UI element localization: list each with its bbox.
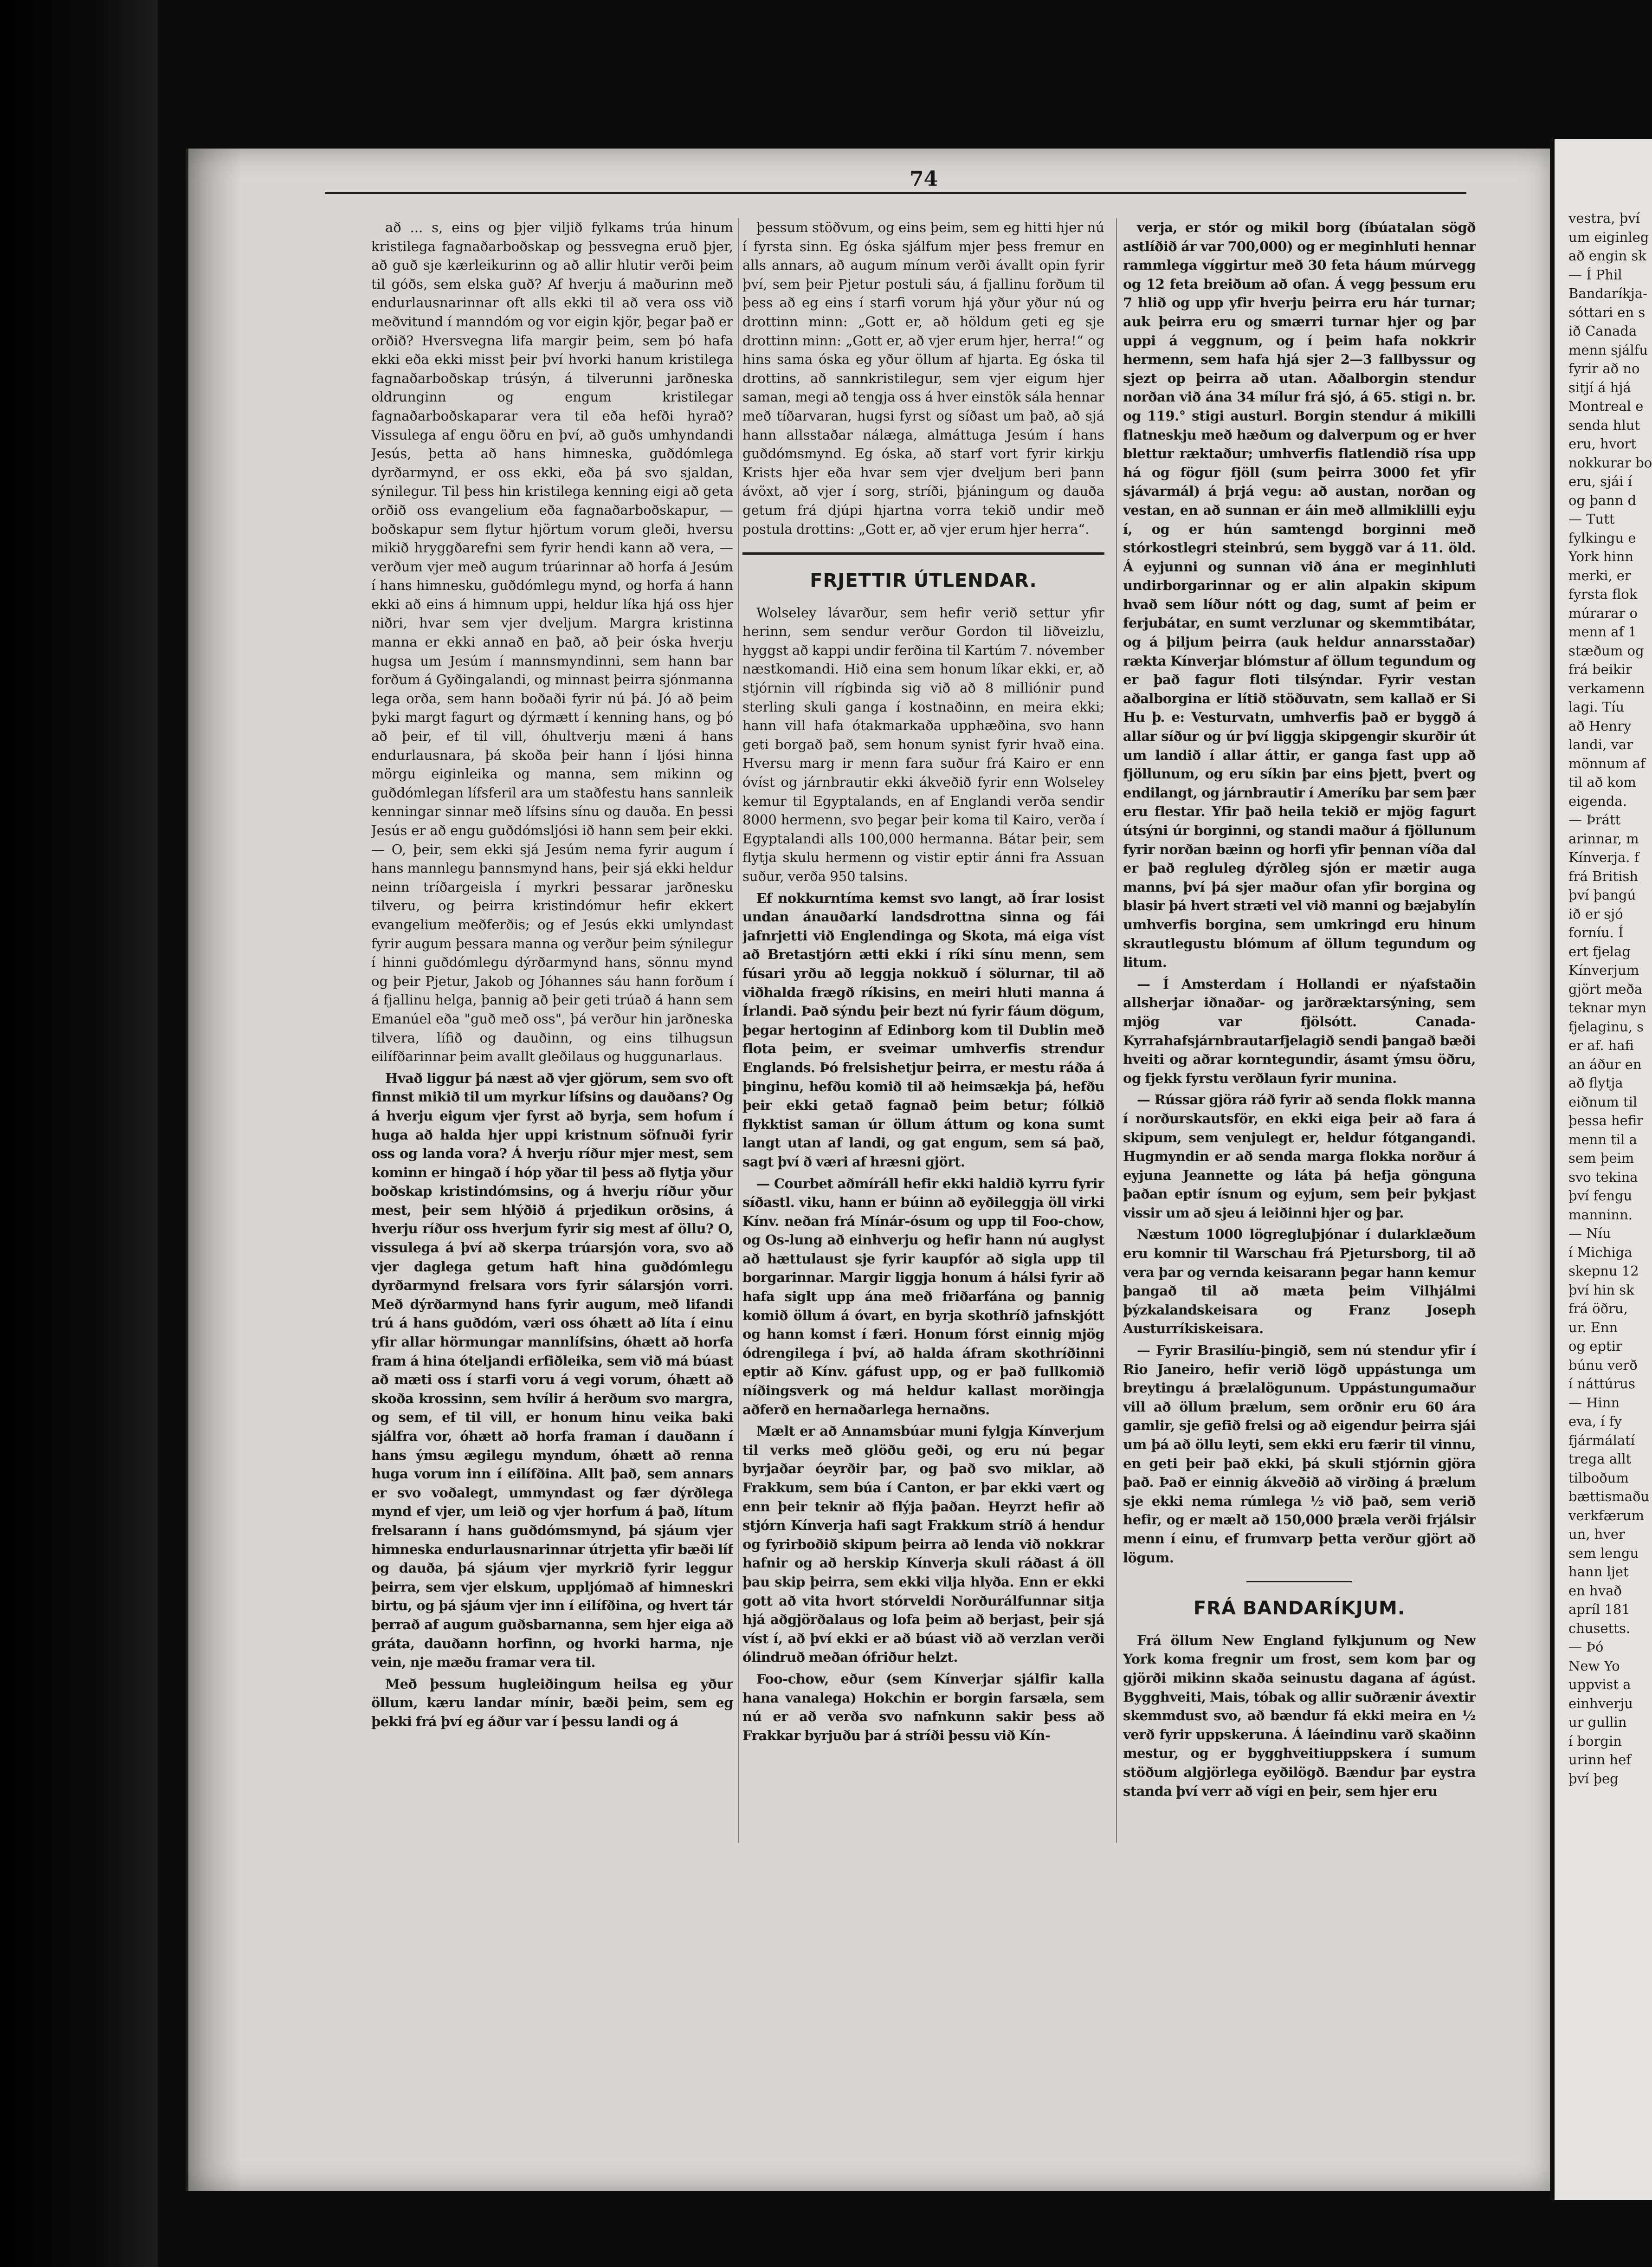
adjacent-page-line: tilboðum xyxy=(1568,1470,1629,1486)
adjacent-page-line: menn til a xyxy=(1568,1131,1637,1147)
adjacent-page-line: stæðum og xyxy=(1568,642,1644,659)
adjacent-page-line: skepnu 12 xyxy=(1568,1263,1639,1279)
adjacent-page-line: sem þeim xyxy=(1568,1150,1634,1166)
adjacent-page-line: forníu. Í xyxy=(1568,925,1624,940)
adjacent-page-line: en hvað xyxy=(1568,1582,1622,1599)
adjacent-page-line: verkfærum xyxy=(1568,1507,1645,1523)
adjacent-page-line: í náttúrus xyxy=(1568,1376,1635,1392)
adjacent-page-line: frá beikir xyxy=(1568,661,1632,677)
page-number: 74 xyxy=(910,167,938,191)
adjacent-page-line: til að kom xyxy=(1568,774,1636,790)
adjacent-page-line: lagi. Tíu xyxy=(1568,699,1625,715)
column-news-continued xyxy=(1123,218,1476,1852)
adjacent-page-line: Kínverja. f xyxy=(1568,849,1639,865)
news-item: verja, er stór og mikil borg (íbúatalan sögð astlíðið ár var 700,000) og er meginhluti hennar rammlega víggirtur með 30 feta háum múrvegg og 12 feta breiðum að ofan. Á vegg þessum eru 7 hlið og upp yfir hverju þeirra eru hár turnar; auk þeirra eru og smærri turnar hjer og þar uppi á veggnum, og í þeim hafa nokkrir hermenn, sem hafa hjá sjer 2—3 fallbyssur og sjezt op þeirra að utan. Aðalborgin stendur norðan við ána 34 mílur frá sjó, á 65. stigi n. br. og 119.° stigi austurl. Borgin stendur á mikilli flatneskju með hæðum og dalverpum og er hver blettur ræktaður; umhverfis flatlendið rísa upp há og fögur fjöll (sum þeirra 3000 fet yfir sjávarmál) á þrjá vegu: að austan, norðan og vestan, en að sunnan er áin með allmiklilli eyju í, og er hún samtengd borginni með stórkostlegri steinbrú, sem byggð var á 11. öld. Á eyjunni og sunnan við ána er meginhluti undirborgarinnar og er alin alpakin skipum hvað sem líður nótt og dag, sumt af þeim er ferjubátar, en sumt verzlunar og skemmtibátar, og á þiljum þeirra (auk heldur annarsstaðar) rækta Kínverjar blómstur af öllum tegundum og er það fagur floti tilsýndar. Fyrir vestan aðalborgina er lítið stöðuvatn, sem kallað er Si Hu þ. e: Vesturvatn, umhverfis það er byggð á allar síður og úr því liggja skipgengir skurðir út um landið í allar áttir, er ganga fast upp að fjöllunum, og eru síkin þar eins þjett, þvert og endilangt, og járnbrautir í Ameríku þar sem þær eru flestar. Yfir það heila tekið er mjög fagurt útsýni úr borginni, og standi maður á fjöllunum fyrir norðan bæinn og horfi yfir þennan víða dal er það regluleg dýrðleg sjón er mætir auga manns, því þá sjer maður ofan yfir borgina og blasir þá hvert stræti vel við manni og bæjabylín umhverfis borgina, sem umkringd eru hinum skrautlegustu blómum af öllum tegundum og litum. xyxy=(1123,220,1476,971)
adjacent-page-line: ur gullin xyxy=(1568,1714,1627,1730)
adjacent-page-line: sem lengu xyxy=(1568,1545,1639,1561)
adjacent-page-line: un, hver xyxy=(1568,1526,1625,1542)
adjacent-page-line: eiðnum til xyxy=(1568,1094,1638,1110)
adjacent-page-line: bættismaðu xyxy=(1568,1489,1650,1504)
news-item: — Courbet aðmíráll hefir ekki haldið kyrru fyrir síðastl. viku, hann er búinn að eyðileggja öll virki Kínv. neðan frá Mínár-ósum og upp til Foo-chow, og Os-lung að einhverju og hefir hann nú auglyst að hættulaust sje fyrir kaupfór að sigla upp til borgarinnar. Margir liggja honum á hálsi fyrir að hafa siglt upp ána með friðarfána og þannig komið öllum á óvart, en byrja skothríð jafnskjótt og hann komst í færi. Honum fórst einnig mjög ódrengilega í því, að halda áfram skothríðinni eptir að Kínv. gáfust upp, og er það fullkomið níðingsverk og má heldur kallast morðingja aðferð en hernaðarlega hernaðns. xyxy=(742,1175,1104,1418)
adjacent-page-line: eru, hvort xyxy=(1568,436,1637,452)
adjacent-page-line: múrarar o xyxy=(1568,605,1638,621)
adjacent-page-line: mönnum af xyxy=(1568,755,1646,771)
adjacent-page-line: York hinn xyxy=(1568,549,1634,564)
adjacent-page-line: menn sjálfu xyxy=(1568,342,1648,358)
adjacent-page-line: verkamenn xyxy=(1568,680,1645,696)
adjacent-page-line: og þann d xyxy=(1568,492,1637,508)
adjacent-page-line: búnu verð xyxy=(1568,1357,1638,1373)
column-divider xyxy=(738,218,739,1843)
adjacent-page-line: ið er sjó xyxy=(1568,906,1623,922)
adjacent-page-column xyxy=(1568,209,1652,2066)
section-heading-usa: FRÁ BANDARÍKJUM. xyxy=(1193,1598,1406,1619)
adjacent-page-line: ert fjelag xyxy=(1568,943,1631,959)
adjacent-page-line: nokkurar bo xyxy=(1568,454,1652,471)
adjacent-page-line: einhverju xyxy=(1568,1695,1633,1711)
section-heading-foreign-news: FRJETTIR ÚTLENDAR. xyxy=(810,570,1037,592)
news-item: Næstum 1000 lögregluþjónar í dularklæðum eru komnir til Warschau frá Pjetursborg, til að vera þar og vernda keisarann þegar hann kemur þangað til að mæta þeim Vilhjálmi þýzkalandskeisara og Franz Joseph Austurríkiskeisara. xyxy=(1123,1226,1476,1337)
news-item: — Fyrir Brasilíu-þingið, sem nú stendur yfir í Rio Janeiro, hefir verið lögð uppástunga um breytingu á þrælalögunum. Uppástungumaður vill að öllum þrælum, sem orðnir eru 60 ára gamlir, sje gefið frelsi og að eigendur þeirra sjái um þá að öllu leyti, sem ekki eru færir til vinnu, en geti þeir það ekki, þá skuli stjórnin gjöra það. Það er einnig ákveðið að virðing á þrælum sje ekki nema rúmlega ½ við það, sem verið hefir, og er mælt að 150,000 þræla verði frjálsir menn í einu, ef frumvarp þetta verður gjört að lögum. xyxy=(1123,1342,1476,1566)
news-item: — Í Amsterdam í Hollandi er nýafstaðin allsherjar iðnaðar- og jarðræktarsýning, sem mjög var fjölsótt. Canada-Kyrrahafsjárnbrautarfjelagið sendi þangað bæði hveiti og aðrar korntegundir, ásamt ýmsu öðru, og fjekk fyrstu verðlaun fyrir muninа. xyxy=(1123,976,1476,1086)
adjacent-page-line: fyrir að no xyxy=(1568,361,1640,376)
adjacent-page-line: fjelaginu, s xyxy=(1568,1018,1644,1035)
adjacent-page-line: apríl 181 xyxy=(1568,1601,1630,1617)
adjacent-page-line: um eiginleg xyxy=(1568,229,1649,245)
adjacent-page-line: — Þó xyxy=(1568,1639,1604,1655)
news-item: Ef nokkurntíma kemst svo langt, að Írar losist undan ánauðarkí landsdrottna sinna og fái jafnrjetti við Englendinga og Skota, má eiga víst að Bretastjórn ætti ekki í ríki sínu menn, sem fúsari yrðu að leggja nokkuð í sölurnar, til að viðhalda frægð ríkisins, en meiri hluti manna á Írlandi. Það sýndu þeir bezt nú fyrir fáum dögum, þegar hertoginn af Edinborg kom til Dublin með flota þeim, er sveimar umhverfis strendur Englands. Þó frelsishetjur þeirra, er mestu ráða á þinginu, hefðu komið til að heimsækja þá, hefðu þeir ekki getað fagnað þeim betur; fólkið flykktist saman úr öllum áttum og kona sumt langt utan af landi, og gat engum, sem sá það, sagt því ð væri af hræsni gjört. xyxy=(742,890,1104,1170)
adjacent-page-line: vestra, því xyxy=(1568,210,1640,226)
adjacent-page-line: teknar myn xyxy=(1568,1000,1646,1016)
news-item: Wolseley lávarður, sem hefir verið settur yfir herinn, sem sendur verður Gordon til liðveizlu, hyggst að kappi undir ferðina til Kartúm 7. nóvember næstkomandi. Hið eina sem honum líkar ekki, er, að stjórnin vill rígbinda sig við að 8 milliónir pund sterling skuli ganga í kostnaðinn, en meira ekki; hann vill hafa ótakmarkaða upphæðina, svo hann geti borgað það, sem honum synist fyrir hvað eina. Hversu marg ir menn fara suður frá Kairo er enn óvíst og járnbrautir ekki ákveðið fyrir enn Wolseley kemur til Egyptalands, en af Englandi verða sendir 8000 hermenn, svo þegar þeir koma til Kairo, verða í Egyptalandi alls 100,000 hermanna. Bátar þeir, sem flytja skulu hermenn og vistir eptir ánni fra Assuan suður, verða 950 talsins. xyxy=(742,604,1104,884)
adjacent-page-line: sóttari en s xyxy=(1568,304,1646,320)
news-item: Frá öllum New England fylkjunum og New York koma fregnir um frost, sem kom þar og gjörði mikinn skaða seinustu dagana af ágúst. Bygghveiti, Mais, tóbak og allir suðrænir ávextir skemmdust svo, að bændur fá ekki meira en ½ verð fyrir uppskeruna. Á láeindinu varð skaðinn mestur, og er bygghveitiuppskera í sumum stöðum algjörlega eyðilögð. Bændur þar eystra standa því verr að vígi en þeir, sem hjer eru xyxy=(1123,1632,1476,1799)
adjacent-page-line: chusetts. xyxy=(1568,1620,1631,1636)
adjacent-page-line: því þangú xyxy=(1568,887,1636,903)
adjacent-page-line: fjármálatí xyxy=(1568,1432,1635,1448)
adjacent-page-line: eigenda. xyxy=(1568,793,1627,809)
adjacent-page-line: svo tekina xyxy=(1568,1169,1638,1185)
adjacent-page-line: sitjí á hjá xyxy=(1568,379,1631,395)
adjacent-page-line: fyrsta flok xyxy=(1568,586,1638,602)
adjacent-page-line: uppvist a xyxy=(1568,1677,1631,1692)
adjacent-page-line: og eptir xyxy=(1568,1338,1622,1354)
column-sermon xyxy=(371,218,733,1908)
adjacent-page-line: landi, var xyxy=(1568,737,1633,752)
adjacent-page-line: ur. Enn xyxy=(1568,1319,1618,1335)
adjacent-page-line: frá öðru, xyxy=(1568,1301,1628,1316)
sermon-paragraph: Með þessum hugleiðingum heilsa eg yður öllum, kæru landar mínir, bæði þeim, sem eg þekki frá því eg áður var í þessu landi og á xyxy=(371,1676,733,1729)
adjacent-page-line: því þeg xyxy=(1568,1770,1619,1787)
adjacent-page-line: fylkingu e xyxy=(1568,530,1636,546)
adjacent-page-line: — Tutt xyxy=(1568,511,1615,527)
adjacent-page-line: er af. hafi xyxy=(1568,1037,1634,1053)
adjacent-page-line: senda hlut xyxy=(1568,417,1640,433)
adjacent-page-line: hann ljet xyxy=(1568,1564,1629,1580)
adjacent-page-line: Kínverjum xyxy=(1568,962,1639,978)
adjacent-page-line: urinn hef xyxy=(1568,1752,1631,1768)
adjacent-page-line: eru, sjái í xyxy=(1568,473,1633,489)
adjacent-page-line: Montreal e xyxy=(1568,398,1644,414)
section-rule xyxy=(1246,1581,1352,1582)
adjacent-page-line: an áður en xyxy=(1568,1056,1642,1072)
adjacent-page-line: trega allt xyxy=(1568,1451,1632,1467)
adjacent-page-line: merki, er xyxy=(1568,567,1631,583)
header-rule xyxy=(325,192,1466,194)
adjacent-page-line: að engin sk xyxy=(1568,248,1646,264)
adjacent-page-line: arinnar, m xyxy=(1568,830,1639,847)
adjacent-page-line: gjört meða xyxy=(1568,981,1643,997)
adjacent-page-line: þessa hefir xyxy=(1568,1113,1644,1128)
adjacent-page xyxy=(1550,139,1652,2200)
adjacent-page-line: Bandaríkja- xyxy=(1568,285,1647,301)
column-foreign-news xyxy=(742,218,1104,1871)
adjacent-page-line: New Yo xyxy=(1568,1658,1620,1674)
adjacent-page-line: — Þrátt xyxy=(1568,812,1621,828)
adjacent-page-line: — Níu xyxy=(1568,1225,1611,1241)
adjacent-page-line: í borgin xyxy=(1568,1733,1622,1749)
adjacent-page-line: — Í Phil xyxy=(1568,266,1622,283)
column-divider xyxy=(1116,218,1117,1843)
section-rule xyxy=(742,552,1104,555)
adjacent-page-line: að Henry xyxy=(1568,718,1632,734)
adjacent-page-line: í Michiga xyxy=(1568,1244,1633,1260)
adjacent-page-line: að flytja xyxy=(1568,1075,1623,1091)
adjacent-page-line: eva, í fy xyxy=(1568,1413,1622,1429)
page-shadow xyxy=(186,149,241,2191)
sermon-paragraph: að ... s, eins og þjer viljið fylkams trúa hinum kristilega fagnaðarboðskap og þessvegna eruð þjer, að guð sje kærleikurinn og að allir hlutir verði þeim til góðs, sem elska guð? Af hverju á maðurinn með endurlausnarinnar oft alls ekki til að vera oss við meðvitund í manndóm og vor eigin kjör, þegar það er orðið? Hversvegna lifa margir þeim, sem þó hafa ekki eða ekki misst þeir því hvorki hanum kristilega fagnaðarboðskap trúsýn, á tilverunni jarðneska oldrunginn og engum kristilegar fagnaðarboðskaparar vera til eða hefði hyrað? Vissulega af engu öðru en því, að guðs umhyndandi Jesús, þetta að hans himneska, guðdómlega dyrðarmynd, er oss ekki, eða þá svo sjaldan, sýnilegur. Til þess hin kristilega kenning eigi að geta orðið oss evangelium eða fagnaðarboðskapur, — boðskapur sem flytur hjörtum vorum gleði, hversu mikið hryggðarefni sem fyrir hendi kann að vera, — verðum vjer með augum trúarinnar að horfa á Jesúm í hans himnesku, guðdómlegu mynd, og horfa á hann ekki að eins á himnum uppi, heldur líka hjá oss hjer niðri, hvar sem vjer dveljum. Margra kristinna manna er ekki annað en það, að þeir óska hverju hugsa um Jesúm í mannsmyndinni, sem hann bar forðum á Gyðingalandi, og minnast þeirra sjónmanna lega orða, sem hann boðaði fyrir nú þá. Jó að þeim þyki margt fagurt og dýrmætt í kenning hans, og þó að þeir, ef til vill, óhultverju mæni á hans endurlausnara, þá skoða þeir hann í ljósi hinna mörgu eiginleika og manna, sem mikinn og guðdómlegan lífsferil ara um staðfestu hans sannleik kenningar sinnar með lífsins sínu og dauða. En þessi Jesús er að engu guðdómsljósi ið hann sem þeir ekki. — O, þeir, sem ekki sjá Jesúm nema fyrir augum í hans mannlegu þannsmynd hans, þeir sjá ekki heldur neinn tríðargeisla í myrkri þessarar jarðnesku tilveru, og þeirra kristindómur hefir ekkert evangelium meðferðis; og ef Jesús ekki umlyndast fyrir augum þessara manna og verður þeim sýnilegur í hinni guðdómlegu dýrðarmynd hans, sönnu mynd og þeir Pjetur, Jakob og Jóhannes sáu hann forðum í á fjallinu helga, þannig að þeir geti trúað á hann sem Emanúel eða "guð með oss", þá verður hin jarðneska tilvera, lífið og dauðinn, og eins tilhugsun eilífðarinnar þeim avallt gleðilaus og huggunarlaus. xyxy=(371,220,733,1065)
adjacent-page-line: — Hinn xyxy=(1568,1394,1620,1411)
sermon-paragraph: Hvað liggur þá næst að vjer gjörum, sem svo oft finnst mikið til um myrkur lífsins og dauðans? Og á hverju eigum vjer fyrst að byrja, sem hofum í huga að halda hjer uppi kristnum söfnuði fyrir oss og landa vora? Á hverju ríður mjer mest, sem kominn er hingað í hóp yðar til þess að flytja yður boðskap kristindómsins, og á hverju ríður yður mest, þeir sem hlýðið á prjedikun orðsins, á hverju ríður oss hverjum fyrir sig mest af öllu? O, vissulega á því að skerpa trúarsjón vora, svo að vjer daglega getum haft hina guðdómlegu dyrðarmynd frelsara vors fyrir sálarsjón vorri. Með dýrðarmynd hans fyrir augum, með lifandi trú á hans guðdóm, væri oss óhætt að líta í einu yfir allar hörmungar mannlífsins, óhætt að horfa fram á hina óteljandi erfiðleika, sem við má búast að mæti oss í starfi voru á vegi vorum, óhætt að skoða krossinn, sem hvílir á herðum svo margra, og sem, ef til vill, er honum hinu veika baki sjálfra vor, óhætt að horfa framan í dauðann í hans ýmsu ægilegu myndum, óhætt að renna huga vorum inn í eilífðina. Allt það, sem annars er svo voðalegt, ummyndast og fær dýrðlega mynd ef vjer, um leið og vjer horfum á það, lítum frelsarann í hans guðdómsmynd, þá sjáum vjer himneska endurlausnarinnar útrjetta yfir bæði líf og dauða, þá sjáum vjer myrkrið fyrir leggur þeirra, sem vjer elskum, uppljómað af himneskri birtu, og þá sjáum vjer inn í eilífðina, og hvert tár þerrað af augum guðsbarnanna, sem hjer eiga að gráta, dauðann horfinn, og hvorki harma, nje vein, nje mæðu framar vera til. xyxy=(371,1070,733,1671)
adjacent-page-line: því fengu xyxy=(1568,1188,1633,1204)
news-item: Mælt er að Annamsbúar muni fylgja Kínverjum til verks með glöðu geði, og eru nú þegar byrjaðar óeyrðir þar, og það svo miklar, að Frakkum, sem búa í Canton, er þar ekki vært og enn þeir teknir að flýja þaðan. Heyrzt hefir að stjórn Kínverja hafi sagt Frakkum stríð á hendur og fyrirboðið skipum þeirra að lenda við nokkrar hafnir og að herskip Kínverja skuli ráðast á öll þau skip þeirra, sem ekki vilja hlyða. Enn er ekki gott að vita hvort stórveldi Norðurálfunnar sitja hjá aðgjörðalaus og lofa þeim að berjast, þeir sjá víst í, að því ekki er að búast við að verzlan verði ólindruð meðan ófriður helzt. xyxy=(742,1423,1104,1665)
sermon-conclusion: þessum stöðvum, og eins þeim, sem eg hitti hjer nú í fyrsta sinn. Eg óska sjálfum mjer þess fremur en alls annars, að augum mínum verði ávallt opin fyrir því, sem þeir Pjetur postuli sáu, á fjallinu forðum til þess að eg eins í starfi vorum hjá yður yður nú og drottinn minn: „Gott er, að höldum geti eg sje drottinn minn: „Gott er, að vjer erum hjer, herra!“ og hins sama óska eg yður öllum af hjarta. Eg óska til drottins, að sannkristilegur, sem vjer eigum hjer saman, megi að tengja oss á hver einstök sála hennar með tíðarvaran, hugsi fyrst og síðast um það, að sjá hann allsstaðar nálæga, almáttuga Jesúm í hans guðdómsmynd. Eg óska, að starf vort fyrir kirkju Krists hjer eða hvar sem vjer dveljum beri þann ávöxt, að vjer í sorg, stríði, þjáningum og dauða getum frá djúpi hjartna vorra tekið undir með postula drottins: „Gott er, að vjer erum hjer herra“. xyxy=(742,220,1104,537)
scan-border xyxy=(0,0,158,2267)
adjacent-page-line: því hin sk xyxy=(1568,1282,1634,1298)
news-item: — Rússar gjöra ráð fyrir að senda flokk manna í norðurskautsför, en ekki eiga þeir að fara á skipum, sem venjulegt er, heldur fótgangandi. Hugmyndin er að senda marga flokka norður á eyjuna Jeannette og láta þá hefja gönguna þaðan eptir ísnum og eyjum, sem þeir þykjast vissir um að sjeu á leiðinni hjer og þar. xyxy=(1123,1092,1476,1221)
adjacent-page-line: manninn. xyxy=(1568,1206,1633,1223)
adjacent-page-line: ið Canada xyxy=(1568,323,1637,339)
adjacent-page-line: menn af 1 xyxy=(1568,624,1637,640)
news-item: Foo-chow, eður (sem Kínverjar sjálfir kalla hana vanalega) Hokchin er borgin farsæla, sem nú er að verða svo nafnkunn sakir þess að Frakkar byrjuðu þar á stríði þessu við Kín- xyxy=(742,1671,1104,1743)
adjacent-page-line: frá British xyxy=(1568,868,1639,884)
